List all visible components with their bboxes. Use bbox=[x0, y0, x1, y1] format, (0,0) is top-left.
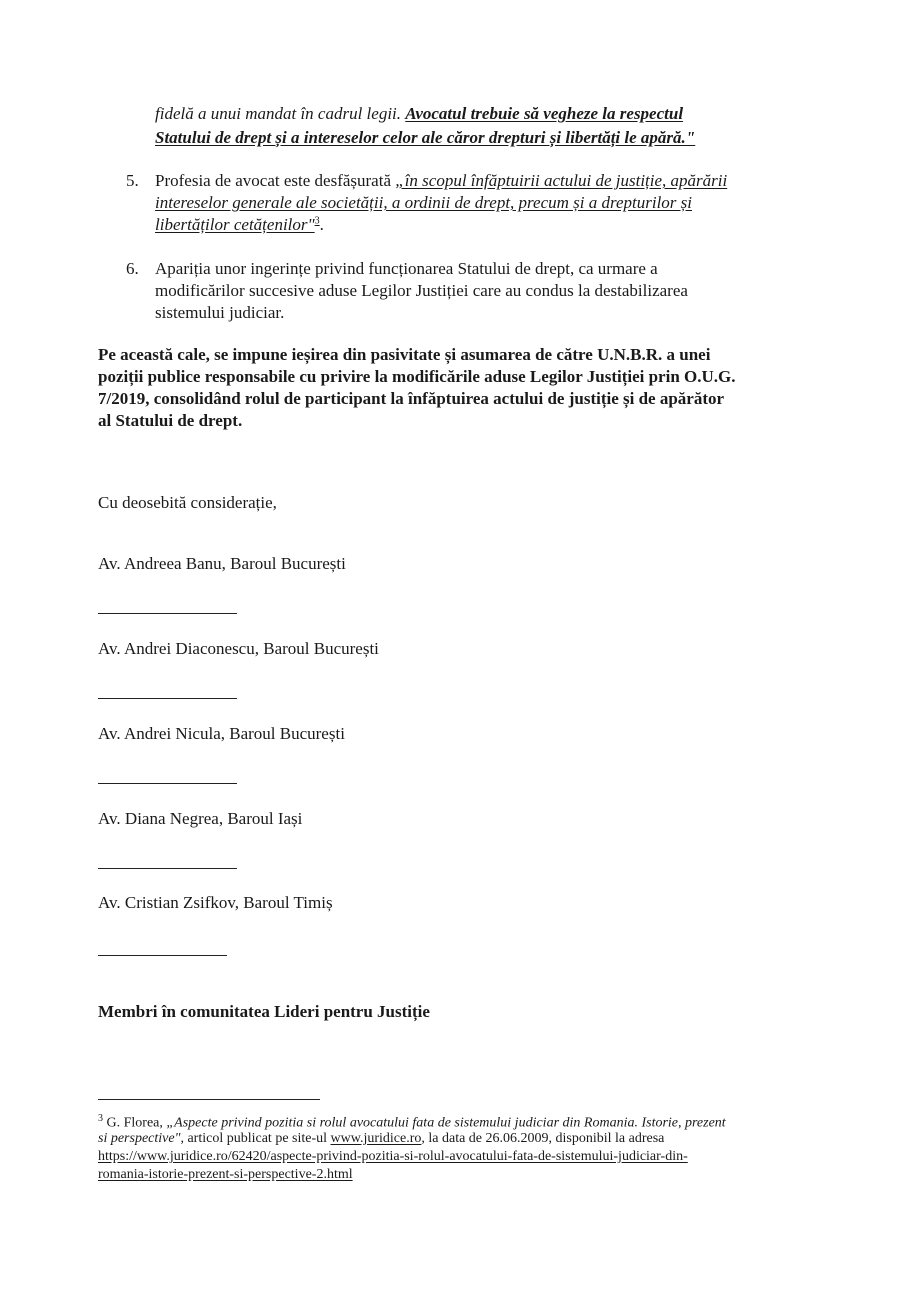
conclusion-line4: al Statului de drept. bbox=[98, 411, 243, 430]
footnote-line2: si perspective", articol publicat pe site-ul www.juridice.ro, la data de 26.06.2009, disponibil la adresa bbox=[98, 1131, 665, 1146]
signature-line-1 bbox=[98, 613, 237, 614]
signature-line-4 bbox=[98, 868, 237, 869]
signatory-4: Av. Diana Negrea, Baroul Iași bbox=[98, 809, 303, 828]
item5-line2: intereselor generale ale societății, a ordinii de drept, precum și a drepturilor și bbox=[155, 193, 693, 212]
signatory-1: Av. Andreea Banu, Baroul București bbox=[98, 554, 346, 573]
item5-line3: libertăților cetățenilor"$^3$. bbox=[155, 215, 324, 234]
footnote-ref-3[interactable]: 3 bbox=[314, 215, 320, 227]
quote-continuation-line2: Statului de drept și a intereselor celor ale căror drepturi și libertăți le apără." bbox=[155, 128, 696, 147]
signatory-5: Av. Cristian Zsifkov, Baroul Timiș bbox=[98, 893, 333, 912]
item6-line3: sistemului judiciar. bbox=[155, 303, 285, 322]
list-number-5: 5. bbox=[126, 171, 139, 190]
signature-line-3 bbox=[98, 783, 237, 784]
item6-line2: modificărilor succesive aduse Legilor Justiției care au condus la destabilizarea bbox=[155, 281, 688, 300]
footnote-separator bbox=[98, 1099, 320, 1100]
closing-salutation: Cu deosebită considerație, bbox=[98, 493, 277, 512]
footnote-line1: $^3$ G. Florea, „Aspecte privind pozitia si rolul avocatului fata de sistemului judiciar din Romania. Istorie, prezent bbox=[98, 1113, 726, 1131]
footnote-url-line1[interactable]: https://www.juridice.ro/62420/aspecte-privind-pozitia-si-rolul-avocatului-fata-de-sistemului-judiciar-din- bbox=[98, 1149, 688, 1164]
conclusion-line3: 7/2019, consolidând rolul de participant la înfăptuirea actului de justiție și de apărător bbox=[98, 389, 725, 408]
community-heading: Membri în comunitatea Lideri pentru Justiție bbox=[98, 1002, 430, 1021]
signature-line-5 bbox=[98, 955, 227, 956]
signatory-2: Av. Andrei Diaconescu, Baroul București bbox=[98, 639, 379, 658]
conclusion-line1: Pe această cale, se impune ieșirea din pasivitate și asumarea de către U.N.B.R. a unei bbox=[98, 345, 711, 364]
item6-line1: Apariția unor ingerințe privind funcționarea Statului de drept, ca urmare a bbox=[155, 259, 658, 278]
signatory-3: Av. Andrei Nicula, Baroul București bbox=[98, 724, 345, 743]
conclusion-line2: poziții publice responsabile cu privire la modificările aduse Legilor Justiției prin O.U.G. bbox=[98, 367, 736, 386]
footnote-site-link[interactable]: www.juridice.ro bbox=[330, 1131, 422, 1146]
list-number-6: 6. bbox=[126, 259, 139, 278]
quote-continuation-line1: fidelă a unui mandat în cadrul legii. Avocatul trebuie să vegheze la respectul bbox=[155, 104, 684, 123]
footnote-url-line2[interactable]: romania-istorie-prezent-si-perspective-2.html bbox=[98, 1167, 353, 1182]
signature-line-2 bbox=[98, 698, 237, 699]
item5-line1: Profesia de avocat este desfășurată „în scopul înfăptuirii actului de justiție, apărării bbox=[155, 171, 728, 190]
